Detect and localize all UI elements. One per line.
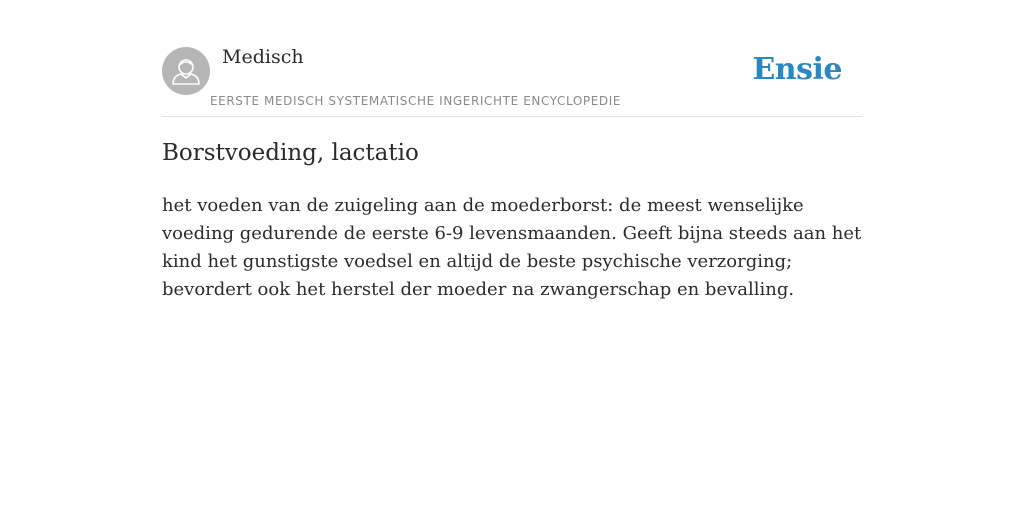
entry-title: Borstvoeding, lactatio [162,140,419,166]
user-avatar-icon[interactable] [162,47,210,95]
ensie-logo-link[interactable]: Ensie [752,52,842,87]
page-header [162,44,862,117]
site-subtitle: EERSTE MEDISCH SYSTEMATISCHE INGERICHTE ENCYCLOPEDIE [210,94,622,108]
author-link[interactable]: Medisch [222,46,304,68]
entry-definition: het voeden van de zuigeling aan de moederborst: de meest wenselijke voeding gedurende de eerste 6-9 levensmaanden. Geeft bijna steeds aan het kind het gunstigste voedsel en altijd de beste psychische verzorging; bevordert ook het herstel der moeder na zwangerschap en bevalling. [162,195,862,300]
